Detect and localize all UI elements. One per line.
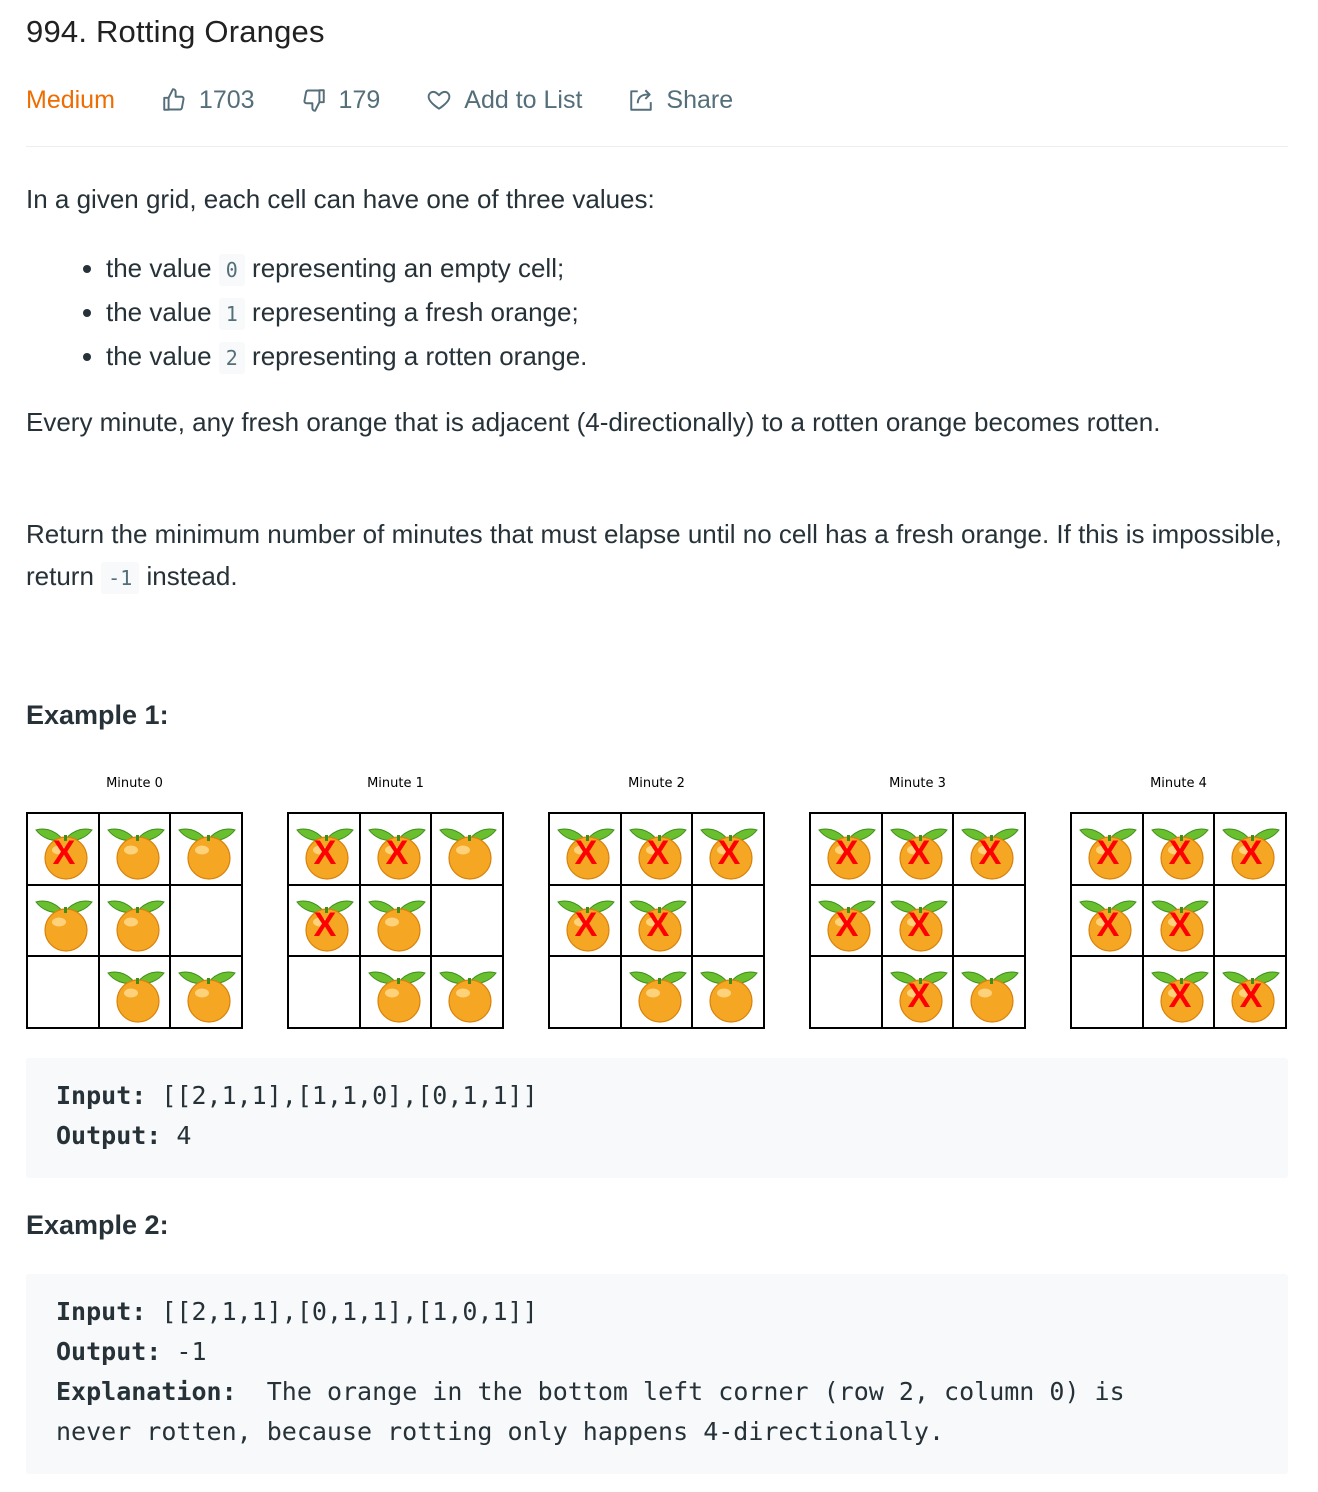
svg-text:X: X — [1168, 905, 1191, 944]
add-to-list-button[interactable] — [426, 86, 582, 115]
svg-text:X: X — [717, 834, 741, 872]
problem-meta-bar — [26, 82, 779, 118]
rotten-orange-icon — [626, 818, 690, 882]
example-1-code-block: Input: [[2,1,1],[1,1,0],[0,1,1]] Output: 4 — [26, 1058, 1288, 1178]
svg-text:X: X — [313, 834, 337, 872]
rotten-orange-cell — [621, 885, 693, 957]
fresh-orange-icon — [175, 818, 239, 882]
rotten-orange-cell — [953, 813, 1025, 885]
description-paragraph-rotting-rule: Every minute, any fresh orange that is adjacent (4-directionally) to a rotten orange becomes rotten. — [26, 407, 1161, 437]
fresh-orange-icon — [32, 890, 96, 954]
svg-text:X: X — [385, 834, 408, 872]
fresh-orange-cell — [360, 956, 432, 1028]
fresh-orange-icon — [365, 890, 429, 954]
inline-code: -1 — [101, 562, 139, 594]
minute-label: Minute 1 — [367, 776, 424, 791]
inline-code: 1 — [219, 298, 245, 330]
empty-cell — [692, 885, 764, 957]
orange-grid — [809, 812, 1026, 1029]
inline-code: 0 — [219, 254, 245, 286]
svg-text:X: X — [1239, 834, 1263, 872]
rotten-orange-cell — [1143, 885, 1215, 957]
rotten-orange-icon — [293, 890, 357, 954]
fresh-orange-icon — [104, 890, 168, 954]
empty-cell — [288, 956, 360, 1028]
share-label: Share — [666, 85, 734, 114]
fresh-orange-cell — [953, 956, 1025, 1028]
fresh-orange-cell — [360, 885, 432, 957]
svg-text:X: X — [1096, 905, 1120, 944]
rotten-orange-cell — [1071, 885, 1143, 957]
rotten-orange-icon — [626, 890, 690, 954]
description-paragraph-return: Return the minimum number of minutes that must elapse until no cell has a fresh orange. If this is impossible, return -1 instead. — [26, 513, 1296, 599]
fresh-orange-icon — [958, 961, 1022, 1025]
fresh-orange-cell — [431, 813, 503, 885]
empty-cell — [27, 956, 99, 1028]
fresh-orange-cell — [431, 956, 503, 1028]
share-icon — [628, 87, 654, 113]
thumbs-up-icon — [161, 87, 187, 113]
svg-text:X: X — [835, 905, 859, 944]
fresh-orange-cell — [621, 956, 693, 1028]
rotten-orange-icon — [1148, 818, 1212, 882]
like-button[interactable] — [161, 86, 255, 115]
example-2-code-block: Input: [[2,1,1],[0,1,1],[1,0,1]] Output: -1 Explanation: The orange in the bottom left corner (row 2, column 0) is never rotten, because rotting only happens 4-directionally. — [26, 1274, 1288, 1474]
rotten-orange-icon — [32, 818, 96, 882]
svg-text:X: X — [646, 834, 669, 872]
example-1-heading: Example 1: — [26, 700, 169, 730]
rotten-orange-icon — [1148, 890, 1212, 954]
rotten-orange-icon — [293, 818, 357, 882]
svg-text:X: X — [1096, 834, 1120, 872]
svg-text:X: X — [907, 905, 930, 944]
add-to-list-label: Add to List — [464, 85, 583, 114]
dislike-count: 179 — [338, 85, 381, 114]
list-item: • the value 0 representing an empty cell; — [106, 247, 587, 291]
rotten-orange-icon — [1219, 818, 1283, 882]
rotten-orange-cell — [692, 813, 764, 885]
svg-text:X: X — [1239, 977, 1263, 1016]
svg-text:X: X — [313, 905, 337, 944]
orange-grid — [26, 812, 243, 1029]
rotten-orange-icon — [1076, 890, 1140, 954]
rotten-orange-cell — [288, 885, 360, 957]
rotten-orange-icon — [958, 818, 1022, 882]
rotten-orange-icon — [815, 818, 879, 882]
rotten-orange-icon — [1219, 961, 1283, 1025]
rotten-orange-cell — [882, 885, 954, 957]
heart-icon — [426, 87, 452, 113]
svg-text:X: X — [574, 834, 598, 872]
orange-grid — [548, 812, 765, 1029]
rotten-orange-cell — [549, 885, 621, 957]
inline-code: 2 — [219, 342, 245, 374]
fresh-orange-icon — [104, 818, 168, 882]
rotten-orange-cell — [810, 813, 882, 885]
rotten-orange-cell — [27, 813, 99, 885]
minute-label: Minute 2 — [628, 776, 685, 791]
rotten-orange-cell — [810, 885, 882, 957]
example-2-heading: Example 2: — [26, 1210, 169, 1240]
empty-cell — [810, 956, 882, 1028]
thumbs-down-icon — [301, 87, 327, 113]
fresh-orange-icon — [104, 961, 168, 1025]
list-item: • the value 1 representing a fresh orange; — [106, 291, 587, 335]
svg-text:X: X — [907, 834, 930, 872]
rotten-orange-cell — [1143, 813, 1215, 885]
svg-text:X: X — [835, 834, 859, 872]
rotten-orange-cell — [1214, 956, 1286, 1028]
fresh-orange-cell — [170, 956, 242, 1028]
fresh-orange-cell — [99, 813, 171, 885]
empty-cell — [549, 956, 621, 1028]
rotten-orange-icon — [554, 890, 618, 954]
values-list — [26, 247, 587, 379]
minute-label: Minute 3 — [889, 776, 946, 791]
rotten-orange-cell — [288, 813, 360, 885]
fresh-orange-icon — [175, 961, 239, 1025]
rotten-orange-icon — [1076, 818, 1140, 882]
rotten-orange-cell — [549, 813, 621, 885]
rotten-orange-cell — [621, 813, 693, 885]
orange-grid — [287, 812, 504, 1029]
rotten-orange-icon — [887, 890, 951, 954]
orange-grid — [1070, 812, 1287, 1029]
empty-cell — [953, 885, 1025, 957]
minute-label: Minute 4 — [1150, 776, 1207, 791]
like-count: 1703 — [198, 85, 255, 114]
fresh-orange-cell — [692, 956, 764, 1028]
rotten-orange-icon — [365, 818, 429, 882]
empty-cell — [170, 885, 242, 957]
svg-text:X: X — [1168, 834, 1191, 872]
dislike-button[interactable] — [301, 86, 381, 115]
rotten-orange-cell — [1071, 813, 1143, 885]
description-intro: In a given grid, each cell can have one of three values: — [26, 184, 655, 214]
svg-text:X: X — [646, 905, 669, 944]
svg-text:X: X — [574, 905, 598, 944]
fresh-orange-icon — [436, 818, 500, 882]
fresh-orange-cell — [170, 813, 242, 885]
svg-text:X: X — [1168, 977, 1191, 1016]
rotten-orange-cell — [882, 813, 954, 885]
rotten-orange-icon — [815, 890, 879, 954]
rotten-orange-cell — [1214, 813, 1286, 885]
svg-text:X: X — [978, 834, 1002, 872]
svg-text:X: X — [52, 834, 76, 872]
rotten-orange-cell — [882, 956, 954, 1028]
fresh-orange-icon — [436, 961, 500, 1025]
rotten-orange-icon — [887, 961, 951, 1025]
fresh-orange-icon — [365, 961, 429, 1025]
rotten-orange-icon — [887, 818, 951, 882]
rotten-orange-cell — [360, 813, 432, 885]
header-divider — [26, 146, 1288, 147]
list-item: • the value 2 representing a rotten orange. — [106, 335, 587, 379]
rotten-orange-icon — [1148, 961, 1212, 1025]
empty-cell — [1071, 956, 1143, 1028]
share-button[interactable] — [628, 86, 733, 115]
rotten-orange-icon — [554, 818, 618, 882]
empty-cell — [431, 885, 503, 957]
difficulty-badge: Medium — [26, 85, 115, 114]
fresh-orange-icon — [626, 961, 690, 1025]
fresh-orange-cell — [99, 956, 171, 1028]
svg-text:X: X — [907, 977, 930, 1016]
problem-title: 994. Rotting Oranges — [26, 14, 325, 49]
rotten-orange-cell — [1143, 956, 1215, 1028]
rotten-orange-icon — [697, 818, 761, 882]
empty-cell — [1214, 885, 1286, 957]
fresh-orange-icon — [697, 961, 761, 1025]
fresh-orange-cell — [27, 885, 99, 957]
minute-label: Minute 0 — [106, 776, 163, 791]
fresh-orange-cell — [99, 885, 171, 957]
